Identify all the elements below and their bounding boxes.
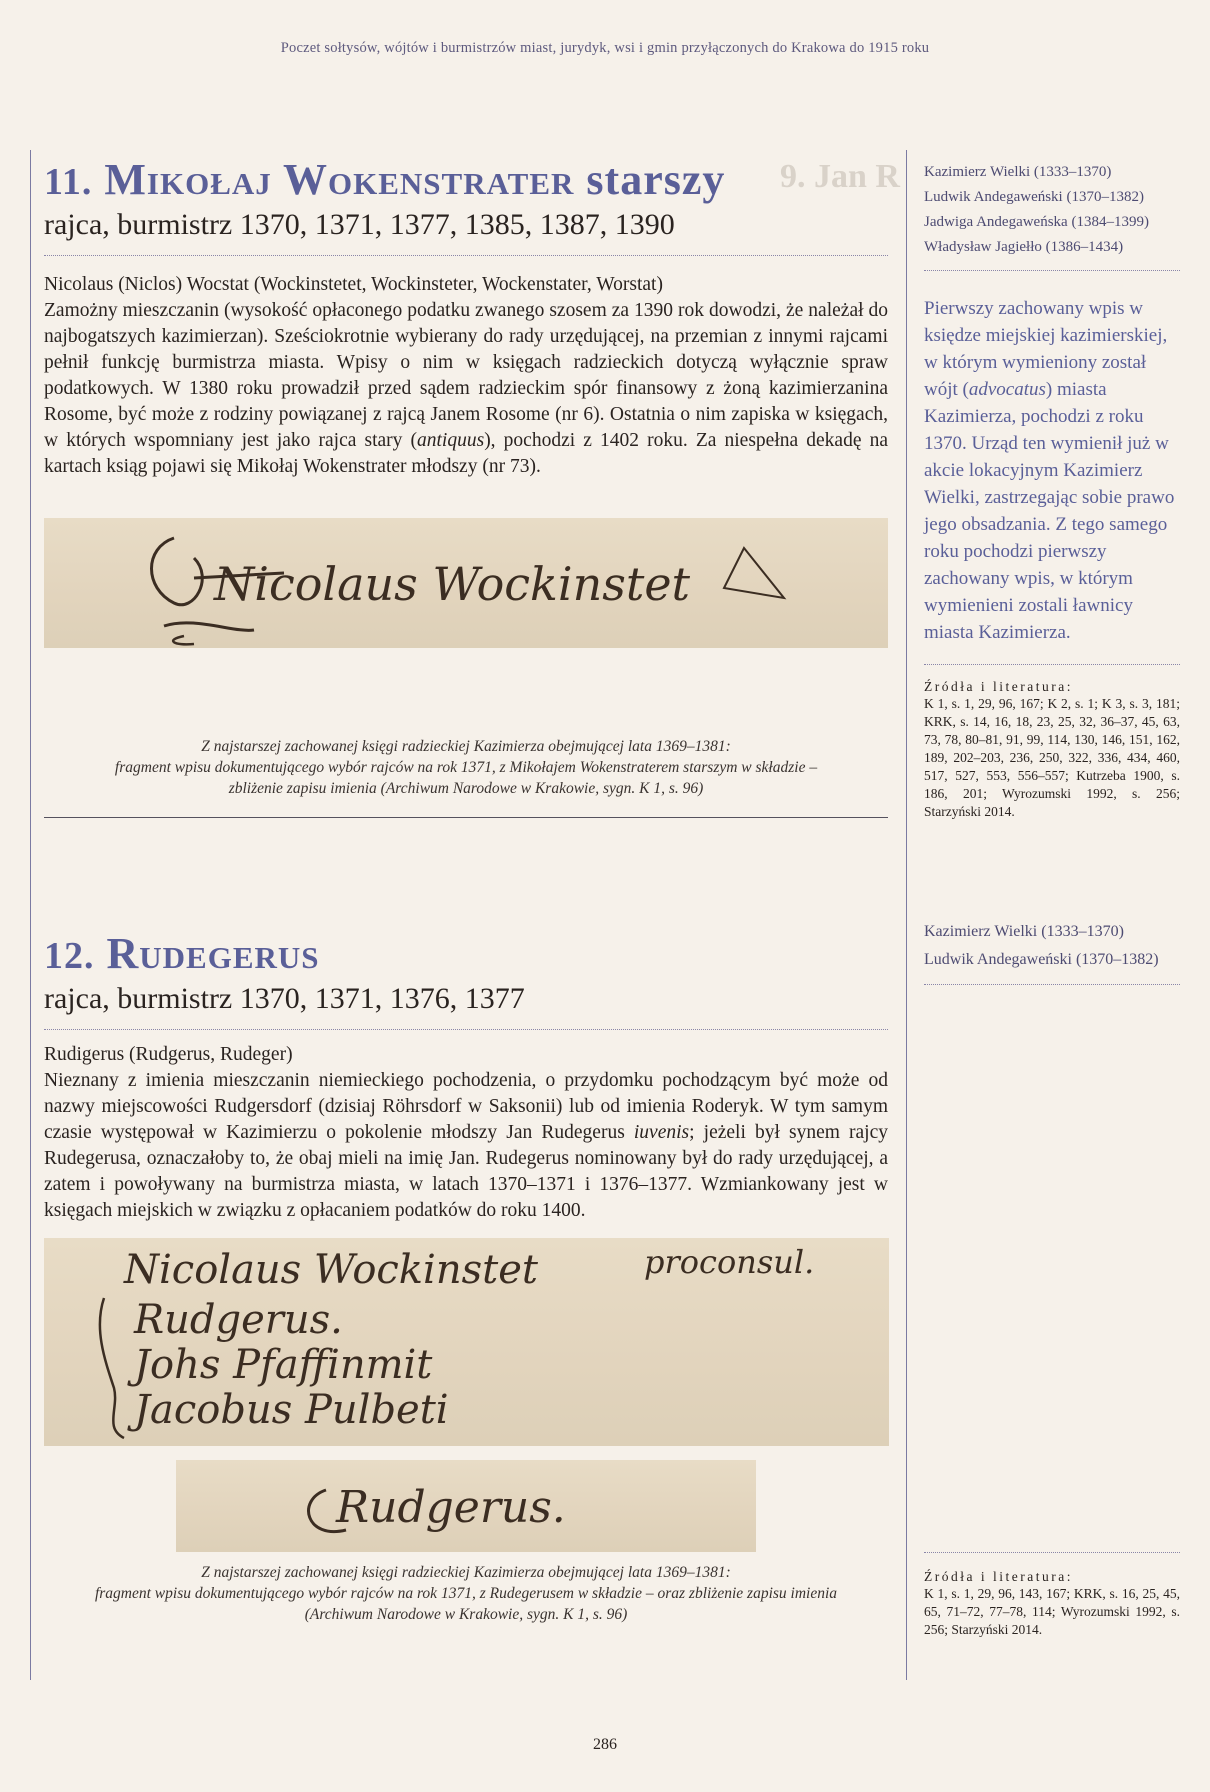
entry-12-sources xyxy=(924,1552,1180,1639)
ruler-item: Władysław Jagiełło (1386–1434) xyxy=(924,239,1124,255)
entry-11-subtitle: rajca, burmistrz 1370, 1371, 1377, 1385, 1387, 1390 xyxy=(44,208,675,241)
divider xyxy=(924,984,1180,985)
ruler-item: Jadwiga Andegaweńska (1384–1399) xyxy=(924,214,1149,230)
entry-12-title: 12. Rudegerus xyxy=(44,929,320,978)
section-rule xyxy=(44,817,888,818)
divider xyxy=(44,1029,888,1030)
rulers-list xyxy=(924,160,1180,260)
sources-heading: Źródła i literatura: xyxy=(924,679,1073,694)
sources-text: K 1, s. 1, 29, 96, 143, 167; KRK, s. 16, 25, 45, 65, 71–72, 77–78, 114; Wyrozumski 1992, s. 256; Starzyński 2014. xyxy=(924,1586,1180,1637)
divider xyxy=(924,1552,1180,1553)
entry-11-caption: Z najstarszej zachowanej księgi radzieckiej Kazimierza obejmującej lata 1369–1381: fragment wpisu dokumentującego wybór rajców na rok 1371, z Mikołajem Wokenstraterem starszym w składzie – zbliżenie zapisu imienia (Archiwum Narodowe w Krakowie, sygn. K 1, s. 96) xyxy=(114,738,818,797)
divider xyxy=(924,664,1180,665)
manuscript-image-3 xyxy=(176,1460,756,1552)
entry-12 xyxy=(44,929,888,1625)
entry-12-side xyxy=(924,918,1180,985)
sources-heading: Źródła i literatura: xyxy=(924,1569,1073,1584)
running-head: Poczet sołtysów, wójtów i burmistrzów miast, jurydyk, wsi i gmin przyłączonych do Krakowa do 1915 roku xyxy=(280,40,930,56)
ghost-text: 9. Jan R xyxy=(780,158,900,195)
divider xyxy=(44,255,888,256)
entry-11-side xyxy=(924,160,1180,821)
side-note: Pierwszy zachowany wpis w księdze miejskiej kazimierskiej, w którym wymieniony został wójt (advocatus) miasta Kazimierza, pochodzi z roku 1370. Urząd ten wymienił już w akcie lokacyjnym Kazimierz Wielki, zastrzegając sobie prawo jego obsadzania. Z tego samego roku pochodzi pierwszy zachowany wpis, w którym wymienieni zostali ławnicy miasta Kazimierza. xyxy=(924,298,1175,643)
svg-text:Nicolaus Wockinstet: Nicolaus Wockinstet xyxy=(124,1247,538,1293)
column-rule xyxy=(906,150,907,1680)
manuscript-image-2 xyxy=(44,1238,889,1446)
entry-12-body: Nieznany z imienia mieszczanin niemieckiego pochodzenia, o przydomku pochodzącym być może od nazwy miejscowości Rudgersdorf (dzisiaj Röhrsdorf w Saksonii) lub od imienia Roderyk. W tym samym czasie występował w Kazimierzu o pokolenie młodszy Jan Rudegerus iuvenis; jeżeli był synem rajcy Rudegerusa, oznaczałoby to, że obaj mieli na imię Jan. Rudegerus nominowany był do rady urzędującej, a zatem i powoływany na burmistrza miasta, w latach 1370–1371 i 1376–1377. Wzmiankowany jest w księgach miejskich w związku z opłacaniem podatków do roku 1400. xyxy=(44,1070,888,1221)
ruler-item: Ludwik Andegaweński (1370–1382) xyxy=(924,189,1144,205)
entry-11-latin-names: Nicolaus (Niclos) Wocstat (Wockinstetet, Wockinsteter, Wockenstater, Worstat) xyxy=(44,274,663,295)
ruler-item: Kazimierz Wielki (1333–1370) xyxy=(924,923,1124,940)
entry-12-latin-names: Rudigerus (Rudgerus, Rudeger) xyxy=(44,1044,293,1065)
svg-text:proconsul.: proconsul. xyxy=(644,1243,815,1281)
entry-11 xyxy=(44,155,888,818)
entry-12-caption: Z najstarszej zachowanej księgi radzieckiej Kazimierza obejmującej lata 1369–1381: fragment wpisu dokumentującego wybór rajców na rok 1371, z Rudegerusem w składzie – oraz zbliżenie zapisu imienia (Archiwum Narodowe w Krakowie, sygn. K 1, s. 96) xyxy=(94,1564,838,1623)
manuscript-image-1 xyxy=(44,518,888,648)
entry-12-subtitle: rajca, burmistrz 1370, 1371, 1376, 1377 xyxy=(44,982,525,1015)
page-number: 286 xyxy=(593,1736,617,1753)
rulers-list xyxy=(924,918,1180,974)
sources-text: K 1, s. 1, 29, 96, 167; K 2, s. 1; K 3, s. 3, 181; KRK, s. 14, 16, 18, 23, 25, 32, 36–37, 45, 63, 73, 78, 80–81, 91, 99, 114, 130, 146, 151, 162, 189, 202–203, 236, 250, 322, 336, 434, 460, 517, 527, 553, 556–557; Kutrzeba 1900, s. 186, 201; Wyrozumski 1992, s. 256; Starzyński 2014. xyxy=(924,696,1180,819)
svg-text:Rudgerus.: Rudgerus. xyxy=(336,1482,566,1533)
ruler-item: Kazimierz Wielki (1333–1370) xyxy=(924,164,1112,180)
svg-text:Johs Pfaffinmit: Johs Pfaffinmit xyxy=(134,1342,433,1388)
divider xyxy=(924,270,1180,271)
ruler-item: Ludwik Andegaweński (1370–1382) xyxy=(924,951,1159,968)
entry-11-body: Zamożny mieszczanin (wysokość opłaconego podatku zwanego szosem za 1390 rok dowodzi, że należał do najbogatszych kazimierzan). Sześciokrotnie wybierany do rady urzędującej, na przemian z innymi rajcami pełnił funkcję burmistrza miasta. Wpisy o nim w księgach radzieckich dotyczą wyłącznie spraw podatkowych. W 1380 roku prowadził przed sądem radzieckim spór finansowy z żoną kazimierzanina Rosome, być może z rodziny powiązanej z rajcą Janem Rosome (nr 6). Ostatnia o nim zapiska w księgach, w których wspomniany jest jako rajca stary (antiquus), pochodzi z 1402 roku. Za niespełna dekadę na kartach ksiąg pojawi się Mikołaj Wokenstrater młodszy (nr 73). xyxy=(44,300,888,477)
svg-text:Rudgerus.: Rudgerus. xyxy=(134,1297,343,1343)
left-rule xyxy=(30,150,31,1680)
svg-text:Jacobus Pulbeti: Jacobus Pulbeti xyxy=(134,1387,449,1433)
svg-text:Nicolaus Wockinstet: Nicolaus Wockinstet xyxy=(214,557,691,611)
entry-11-title: 11. Mikołaj Wokenstrater starszy xyxy=(44,155,726,204)
